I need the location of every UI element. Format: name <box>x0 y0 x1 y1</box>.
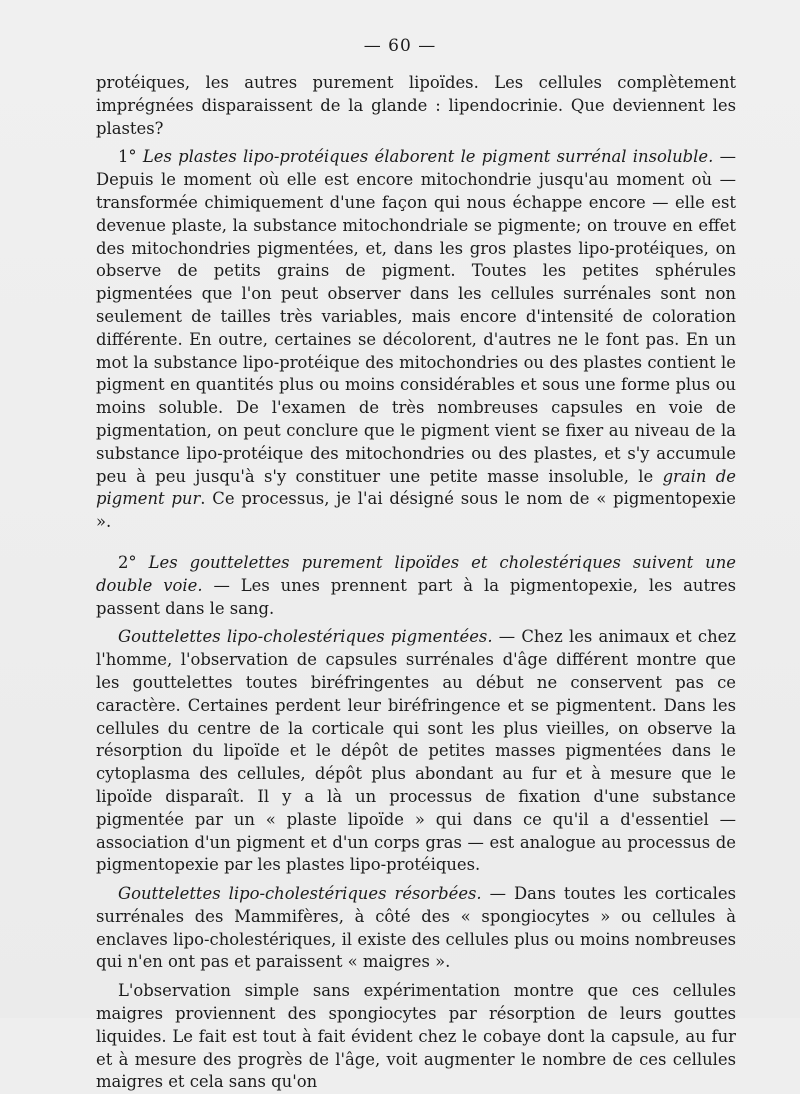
paragraph-2 <box>96 146 736 534</box>
paragraph-6-text: L'observation simple sans expérimentation montre que ces cellules maigres proviennent des spongiocytes par résorption de leurs gouttes liquides. Le fait est tout à fait évident chez le cobaye dont la capsule, au fur et à mesure des progrès de l'âge, voit augmenter le nombre de ces cellules maigres et cela sans qu'on <box>96 981 736 1092</box>
paragraph-2-number: 1° <box>118 147 143 167</box>
paragraph-3-heading: Les gouttelettes purement lipoïdes et cholestériques suivent une double voie. <box>96 552 736 595</box>
paragraph-3-text: — Les unes prennent part à la pigmentopexie, les autres passent dans le sang. <box>96 575 736 618</box>
paragraph-1-text: protéiques, les autres purement lipoïdes. Les cellules complètement imprégnées disparaissent de la glande : lipendocrinie. Que deviennent les plastes? <box>96 73 736 138</box>
paragraph-3-number: 2° <box>118 552 149 572</box>
paragraph-2-text-a: — Depuis le moment où elle est encore mitochondrie jusqu'au moment où — transformée chimiquement d'une façon qui nous échappe encore — elle est devenue plaste, la substance mitochondriale se pigmente; on trouve en effet des mitochondries pigmentées, et, dans les gros plastes lipo-protéiques, on observe de petits grains de pigment. Toutes les petites sphérules pigmentées que l'on peut observer dans les cellules surrénales sont non seulement de tailles très variables, mais encore d'intensité de coloration différente. En outre, certaines se décolorent, d'autres ne le font pas. En un mot la substance lipo-protéique des mitochondries ou des plastes contient le pigment en quantités plus ou moins considérables et sous une forme plus ou moins soluble. De l'examen de très nombreuses capsules en voie de pigmentation, on peut conclure que le pigment vient se fixer au niveau de la substance lipo-protéique des mitochondries ou des plastes, et s'y accumule peu à peu jusqu'à s'y constituer une petite masse insoluble, le <box>96 147 736 486</box>
paragraph-2-text-b: . Ce processus, je l'ai désigné sous le nom de « pigmentopexie ». <box>96 489 736 532</box>
paragraph-5-heading: Gouttelettes lipo-cholestériques résorbées. <box>118 884 482 904</box>
paragraph-1 <box>96 72 736 140</box>
paragraph-2-heading: Les plastes lipo-protéiques élaborent le pigment surrénal insoluble. <box>142 147 714 167</box>
paragraph-5 <box>96 883 736 974</box>
paragraph-2-inline-term: grain de pigment pur <box>96 466 736 509</box>
paragraph-4 <box>96 626 736 877</box>
paragraph-4-text: — Chez les animaux et chez l'homme, l'observation de capsules surrénales d'âge différent montre que les gouttelettes toutes biréfringentes au début ne conservent pas ce caractère. Certaines perdent leur biréfringence et se pigmentent. Dans les cellules du centre de la corticale qui sont les plus vieilles, on observe la résorption du lipoïde et le dépôt de petites masses pigmentées dans le cytoplasma des cellules, dépôt plus abondant au fur et à mesure que le lipoïde disparaît. Il y a là un processus de fixation d'une substance pigmentée par un « plaste lipoïde » qui dans ce qu'il a d'essentiel — association d'un pigment et d'un corps gras — est analogue au processus de pigmentopexie par les plastes lipo-protéiques. <box>96 627 736 875</box>
paragraph-3 <box>96 552 736 620</box>
body-text <box>96 72 736 1094</box>
paragraph-6 <box>96 980 736 1094</box>
page-number-header: — 60 — <box>363 36 437 56</box>
paragraph-4-heading: Gouttelettes lipo-cholestériques pigmentées. <box>118 627 493 647</box>
paragraph-5-text: — Dans toutes les corticales surrénales des Mammifères, à côté des « spongiocytes » ou cellules à enclaves lipo-cholestériques, il existe des cellules plus ou moins nombreuses qui n'en ont pas et paraissent « maigres ». <box>96 884 736 972</box>
